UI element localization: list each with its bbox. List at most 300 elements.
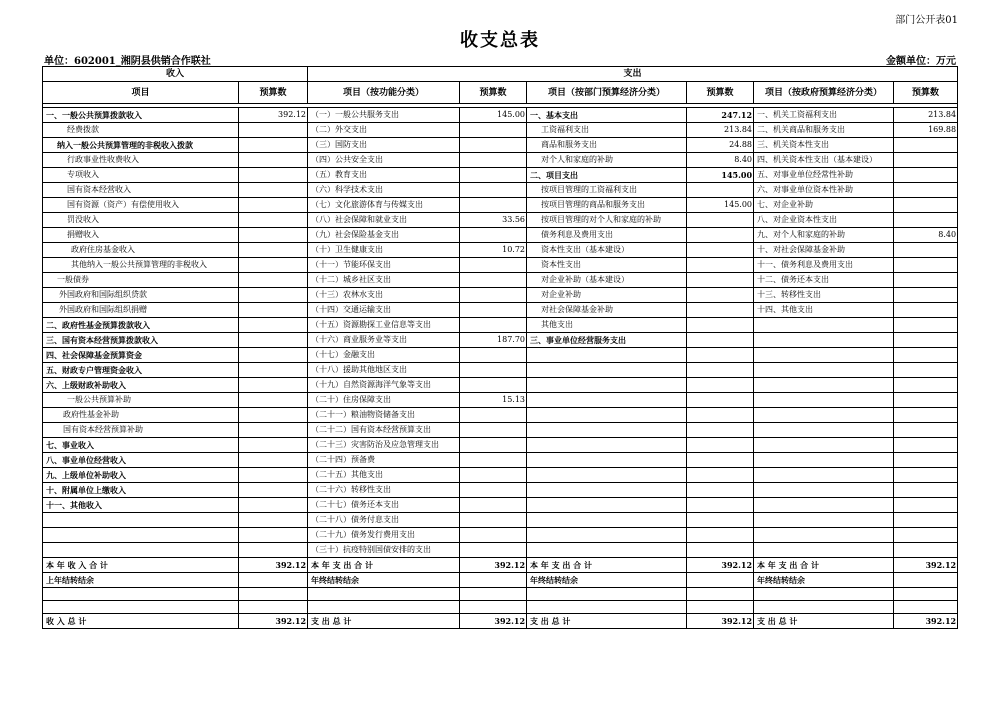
func-item: （十八）援助其他地区支出 xyxy=(308,363,460,378)
table-number-label: 部门公开表01 xyxy=(895,15,958,26)
income-budget xyxy=(239,348,308,363)
dept-item xyxy=(527,423,687,438)
year-end-carry-label: 年终结转结余 xyxy=(527,573,687,588)
table-row xyxy=(43,528,958,543)
gov-item xyxy=(754,498,894,513)
gov-budget xyxy=(894,348,958,363)
table-row xyxy=(43,318,958,333)
func-item: （二十）住房保障支出 xyxy=(308,393,460,408)
income-budget xyxy=(239,213,308,228)
func-item: （十四）交通运输支出 xyxy=(308,303,460,318)
gov-item: 八、对企业资本性支出 xyxy=(754,213,894,228)
year-expense-label: 本 年 支 出 合 计 xyxy=(527,558,687,573)
income-budget xyxy=(239,408,308,423)
dept-item: 工资福利支出 xyxy=(527,123,687,138)
empty-cell xyxy=(239,588,308,601)
func-item: （二十五）其他支出 xyxy=(308,468,460,483)
dept-item-header: 项目（按部门预算经济分类） xyxy=(527,82,687,104)
gov-item xyxy=(754,438,894,453)
year-expense-label: 本 年 支 出 合 计 xyxy=(754,558,894,573)
dept-budget xyxy=(687,453,754,468)
expense-total-label: 支 出 总 计 xyxy=(527,614,687,629)
empty-cell xyxy=(687,601,754,614)
income-item: 十一、其他收入 xyxy=(43,498,239,513)
dept-item xyxy=(527,378,687,393)
income-budget xyxy=(239,153,308,168)
table-row xyxy=(43,228,958,243)
table-row xyxy=(43,438,958,453)
table-row xyxy=(43,423,958,438)
gov-item xyxy=(754,333,894,348)
table-row xyxy=(43,153,958,168)
table-row xyxy=(43,378,958,393)
func-item: （二十七）债务还本支出 xyxy=(308,498,460,513)
func-budget xyxy=(460,168,527,183)
gov-item: 十二、债务还本支出 xyxy=(754,273,894,288)
gov-budget xyxy=(894,198,958,213)
gov-item xyxy=(754,393,894,408)
func-budget xyxy=(460,363,527,378)
gov-item: 十四、其他支出 xyxy=(754,303,894,318)
income-item: 五、财政专户管理资金收入 xyxy=(43,363,239,378)
func-budget: 145.00 xyxy=(460,108,527,123)
func-item: （十九）自然资源海洋气象等支出 xyxy=(308,378,460,393)
dept-item: 其他支出 xyxy=(527,318,687,333)
empty-cell xyxy=(894,601,958,614)
gov-item: 一、机关工资福利支出 xyxy=(754,108,894,123)
dept-budget xyxy=(687,333,754,348)
income-item: 二、政府性基金预算拨款收入 xyxy=(43,318,239,333)
gov-item: 六、对事业单位资本性补助 xyxy=(754,183,894,198)
income-budget xyxy=(239,243,308,258)
income-budget xyxy=(239,378,308,393)
income-item: 外国政府和国际组织贷款 xyxy=(43,288,239,303)
dept-budget xyxy=(687,318,754,333)
empty-cell xyxy=(687,588,754,601)
year-end-carry-label: 年终结转结余 xyxy=(308,573,460,588)
dept-budget xyxy=(687,228,754,243)
income-item: 国有资本经营预算补助 xyxy=(43,423,239,438)
unit-name: 单位：602001_湘阴县供销合作联社 xyxy=(44,56,211,67)
year-end-carry-label: 年终结转结余 xyxy=(754,573,894,588)
income-item: 政府住房基金收入 xyxy=(43,243,239,258)
func-budget xyxy=(460,543,527,558)
empty-cell xyxy=(460,588,527,601)
table-row xyxy=(43,468,958,483)
func-budget xyxy=(460,228,527,243)
func-item: （二）外交支出 xyxy=(308,123,460,138)
income-budget xyxy=(239,423,308,438)
income-item: 政府性基金补助 xyxy=(43,408,239,423)
dept-budget xyxy=(687,528,754,543)
gov-budget xyxy=(894,258,958,273)
gov-budget xyxy=(894,363,958,378)
dept-item xyxy=(527,438,687,453)
gov-item xyxy=(754,378,894,393)
table-row xyxy=(43,258,958,273)
gov-item: 三、机关资本性支出 xyxy=(754,138,894,153)
func-item: （二十一）粮油物资储备支出 xyxy=(308,408,460,423)
func-item: （八）社会保障和就业支出 xyxy=(308,213,460,228)
func-budget xyxy=(460,438,527,453)
dept-item xyxy=(527,363,687,378)
func-item: （四）公共安全支出 xyxy=(308,153,460,168)
gov-item xyxy=(754,423,894,438)
year-expense-label: 本 年 支 出 合 计 xyxy=(308,558,460,573)
income-budget xyxy=(239,513,308,528)
income-budget xyxy=(239,438,308,453)
income-budget xyxy=(239,333,308,348)
dept-budget xyxy=(687,483,754,498)
dept-budget xyxy=(687,243,754,258)
income-budget xyxy=(239,483,308,498)
table-row xyxy=(43,138,958,153)
dept-budget xyxy=(687,408,754,423)
dept-item xyxy=(527,543,687,558)
table-row xyxy=(43,363,958,378)
func-budget xyxy=(460,408,527,423)
func-budget: 10.72 xyxy=(460,243,527,258)
dept-item: 对社会保障基金补助 xyxy=(527,303,687,318)
income-budget xyxy=(239,318,308,333)
gov-budget-header: 预算数 xyxy=(894,82,958,104)
table-row xyxy=(43,498,958,513)
amount-unit: 金额单位：万元 xyxy=(886,56,956,67)
func-item: （十六）商业服务业等支出 xyxy=(308,333,460,348)
func-item: （二十二）国有资本经营预算支出 xyxy=(308,423,460,438)
empty-cell xyxy=(239,601,308,614)
income-budget xyxy=(239,273,308,288)
table-row xyxy=(43,123,958,138)
table-row xyxy=(43,273,958,288)
func-item: （十五）资源勘探工业信息等支出 xyxy=(308,318,460,333)
dept-budget xyxy=(687,513,754,528)
carry-row xyxy=(43,573,958,588)
table-row xyxy=(43,168,958,183)
gov-item xyxy=(754,513,894,528)
dept-item xyxy=(527,348,687,363)
gov-item: 七、对企业补助 xyxy=(754,198,894,213)
grand-total-row xyxy=(43,614,958,629)
func-item: （三）国防支出 xyxy=(308,138,460,153)
table-row xyxy=(43,408,958,423)
income-item: 一般公共预算补助 xyxy=(43,393,239,408)
dept-item: 一、基本支出 xyxy=(527,108,687,123)
table-row xyxy=(43,198,958,213)
table-row xyxy=(43,513,958,528)
gov-budget xyxy=(894,273,958,288)
table-row xyxy=(43,483,958,498)
gov-budget xyxy=(894,408,958,423)
spacer-row xyxy=(43,601,958,614)
func-budget xyxy=(460,258,527,273)
dept-budget: 24.88 xyxy=(687,138,754,153)
dept-item: 二、项目支出 xyxy=(527,168,687,183)
income-item xyxy=(43,528,239,543)
gov-item: 十三、转移性支出 xyxy=(754,288,894,303)
func-budget xyxy=(460,498,527,513)
income-item: 纳入一般公共预算管理的非税收入拨款 xyxy=(43,138,239,153)
gov-item xyxy=(754,408,894,423)
func-item: （二十八）债务付息支出 xyxy=(308,513,460,528)
gov-item: 九、对个人和家庭的补助 xyxy=(754,228,894,243)
income-item: 三、国有资本经营预算拨款收入 xyxy=(43,333,239,348)
func-item: （十七）金融支出 xyxy=(308,348,460,363)
dept-budget xyxy=(687,303,754,318)
gov-budget xyxy=(894,468,958,483)
income-budget xyxy=(239,303,308,318)
func-budget: 33.56 xyxy=(460,213,527,228)
func-item: （二十三）灾害防治及应急管理支出 xyxy=(308,438,460,453)
gov-budget xyxy=(894,378,958,393)
income-item: 四、社会保障基金预算资金 xyxy=(43,348,239,363)
income-item: 其他纳入一般公共预算管理的非税收入 xyxy=(43,258,239,273)
table-row xyxy=(43,543,958,558)
func-budget xyxy=(460,198,527,213)
dept-item xyxy=(527,483,687,498)
table-row xyxy=(43,303,958,318)
empty-cell xyxy=(754,601,894,614)
gov-item xyxy=(754,483,894,498)
expense-total-value: 392.12 xyxy=(460,614,527,629)
func-budget-header: 预算数 xyxy=(460,82,527,104)
func-budget xyxy=(460,483,527,498)
expense-total-label: 支 出 总 计 xyxy=(308,614,460,629)
dept-budget: 8.40 xyxy=(687,153,754,168)
table-row xyxy=(43,348,958,363)
func-item: （五）教育支出 xyxy=(308,168,460,183)
func-item: （十三）农林水支出 xyxy=(308,288,460,303)
income-item: 专项收入 xyxy=(43,168,239,183)
func-budget: 187.70 xyxy=(460,333,527,348)
income-item: 一、一般公共预算拨款收入 xyxy=(43,108,239,123)
income-item: 罚没收入 xyxy=(43,213,239,228)
func-item: （七）文化旅游体育与传媒支出 xyxy=(308,198,460,213)
year-total-row xyxy=(43,558,958,573)
dept-budget: 145.00 xyxy=(687,198,754,213)
income-item: 行政事业性收费收入 xyxy=(43,153,239,168)
empty-cell xyxy=(527,588,687,601)
table-row xyxy=(43,183,958,198)
empty-cell xyxy=(894,588,958,601)
empty-cell xyxy=(239,573,308,588)
income-item-header: 项目 xyxy=(43,82,239,104)
func-budget xyxy=(460,423,527,438)
year-income-label: 本 年 收 入 合 计 xyxy=(43,558,239,573)
empty-cell xyxy=(43,588,239,601)
dept-item: 资本性支出 xyxy=(527,258,687,273)
empty-cell xyxy=(43,601,239,614)
dept-budget xyxy=(687,273,754,288)
income-item: 八、事业单位经营收入 xyxy=(43,453,239,468)
func-budget xyxy=(460,153,527,168)
income-item: 外国政府和国际组织捐赠 xyxy=(43,303,239,318)
dept-budget xyxy=(687,183,754,198)
gov-budget xyxy=(894,393,958,408)
func-budget xyxy=(460,528,527,543)
func-budget xyxy=(460,453,527,468)
func-item: （二十六）转移性支出 xyxy=(308,483,460,498)
empty-cell xyxy=(687,573,754,588)
income-item: 一般债券 xyxy=(43,273,239,288)
dept-item: 资本性支出（基本建设） xyxy=(527,243,687,258)
gov-item xyxy=(754,453,894,468)
income-item xyxy=(43,543,239,558)
dept-budget xyxy=(687,498,754,513)
income-item: 捐赠收入 xyxy=(43,228,239,243)
func-budget xyxy=(460,318,527,333)
dept-item xyxy=(527,453,687,468)
table-row xyxy=(43,333,958,348)
income-budget xyxy=(239,198,308,213)
func-item: （九）社会保险基金支出 xyxy=(308,228,460,243)
expense-total-value: 392.12 xyxy=(687,614,754,629)
dept-item: 对个人和家庭的补助 xyxy=(527,153,687,168)
income-item: 十、附属单位上缴收入 xyxy=(43,483,239,498)
gov-item xyxy=(754,528,894,543)
empty-cell xyxy=(308,588,460,601)
func-budget xyxy=(460,183,527,198)
year-expense-value: 392.12 xyxy=(460,558,527,573)
income-item: 六、上级财政补助收入 xyxy=(43,378,239,393)
func-item: （一）一般公共服务支出 xyxy=(308,108,460,123)
income-item xyxy=(43,513,239,528)
year-expense-value: 392.12 xyxy=(894,558,958,573)
dept-item xyxy=(527,528,687,543)
func-budget xyxy=(460,513,527,528)
gov-budget xyxy=(894,423,958,438)
income-budget xyxy=(239,498,308,513)
dept-budget xyxy=(687,438,754,453)
dept-budget xyxy=(687,288,754,303)
func-item: （二十四）预备费 xyxy=(308,453,460,468)
gov-item xyxy=(754,468,894,483)
income-budget: 392.12 xyxy=(239,108,308,123)
gov-item xyxy=(754,543,894,558)
gov-budget xyxy=(894,453,958,468)
dept-budget xyxy=(687,213,754,228)
dept-item xyxy=(527,513,687,528)
dept-budget xyxy=(687,393,754,408)
dept-item: 债务利息及费用支出 xyxy=(527,228,687,243)
func-item: （三十）抗疫特别国债安排的支出 xyxy=(308,543,460,558)
func-budget xyxy=(460,468,527,483)
gov-budget xyxy=(894,213,958,228)
gov-item: 十一、债务利息及费用支出 xyxy=(754,258,894,273)
dept-budget xyxy=(687,348,754,363)
func-item: （六）科学技术支出 xyxy=(308,183,460,198)
table-row xyxy=(43,108,958,123)
income-budget xyxy=(239,453,308,468)
dept-item xyxy=(527,498,687,513)
page-title: 收支总表 xyxy=(460,30,540,51)
income-budget xyxy=(239,183,308,198)
func-item: （二十九）债务发行费用支出 xyxy=(308,528,460,543)
expense-total-label: 支 出 总 计 xyxy=(754,614,894,629)
func-budget xyxy=(460,273,527,288)
income-budget xyxy=(239,468,308,483)
gov-item xyxy=(754,363,894,378)
spacer-row xyxy=(43,588,958,601)
dept-item: 按项目管理的工资福利支出 xyxy=(527,183,687,198)
gov-budget xyxy=(894,288,958,303)
table-row xyxy=(43,288,958,303)
gov-item-header: 项目（按政府预算经济分类） xyxy=(754,82,894,104)
table-row xyxy=(43,453,958,468)
gov-budget: 213.84 xyxy=(894,108,958,123)
income-budget xyxy=(239,138,308,153)
gov-budget xyxy=(894,153,958,168)
dept-item: 三、事业单位经营服务支出 xyxy=(527,333,687,348)
income-header: 收入 xyxy=(43,67,308,82)
dept-budget: 247.12 xyxy=(687,108,754,123)
income-item: 国有资本经营收入 xyxy=(43,183,239,198)
income-budget xyxy=(239,363,308,378)
dept-item: 商品和服务支出 xyxy=(527,138,687,153)
gov-budget: 8.40 xyxy=(894,228,958,243)
gov-budget xyxy=(894,513,958,528)
func-item: （十）卫生健康支出 xyxy=(308,243,460,258)
expense-header: 支出 xyxy=(308,67,958,82)
income-budget xyxy=(239,258,308,273)
func-budget: 15.13 xyxy=(460,393,527,408)
income-budget xyxy=(239,543,308,558)
func-budget xyxy=(460,123,527,138)
dept-budget xyxy=(687,363,754,378)
expense-total-value: 392.12 xyxy=(894,614,958,629)
income-expense-table xyxy=(42,66,958,629)
dept-item xyxy=(527,468,687,483)
income-budget xyxy=(239,393,308,408)
gov-budget xyxy=(894,333,958,348)
income-item: 经费拨款 xyxy=(43,123,239,138)
income-item: 国有资源（资产）有偿使用收入 xyxy=(43,198,239,213)
func-item: （十一）节能环保支出 xyxy=(308,258,460,273)
dept-budget xyxy=(687,543,754,558)
dept-budget: 213.84 xyxy=(687,123,754,138)
func-item-header: 项目（按功能分类） xyxy=(308,82,460,104)
gov-item: 二、机关商品和服务支出 xyxy=(754,123,894,138)
func-budget xyxy=(460,138,527,153)
gov-budget xyxy=(894,243,958,258)
income-total-value: 392.12 xyxy=(239,614,308,629)
dept-item xyxy=(527,393,687,408)
empty-cell xyxy=(754,588,894,601)
gov-budget xyxy=(894,528,958,543)
gov-budget xyxy=(894,498,958,513)
income-total-label: 收 入 总 计 xyxy=(43,614,239,629)
table-row xyxy=(43,243,958,258)
gov-item: 五、对事业单位经常性补助 xyxy=(754,168,894,183)
gov-budget xyxy=(894,183,958,198)
dept-item xyxy=(527,408,687,423)
gov-budget xyxy=(894,438,958,453)
func-budget xyxy=(460,348,527,363)
dept-item: 对企业补助（基本建设） xyxy=(527,273,687,288)
func-budget xyxy=(460,378,527,393)
gov-item: 四、机关资本性支出（基本建设） xyxy=(754,153,894,168)
dept-item: 对企业补助 xyxy=(527,288,687,303)
year-income-value: 392.12 xyxy=(239,558,308,573)
dept-budget xyxy=(687,423,754,438)
income-budget-header: 预算数 xyxy=(239,82,308,104)
table-row xyxy=(43,213,958,228)
dept-budget xyxy=(687,258,754,273)
income-budget xyxy=(239,168,308,183)
empty-cell xyxy=(527,601,687,614)
gov-budget xyxy=(894,318,958,333)
income-item: 九、上级单位补助收入 xyxy=(43,468,239,483)
